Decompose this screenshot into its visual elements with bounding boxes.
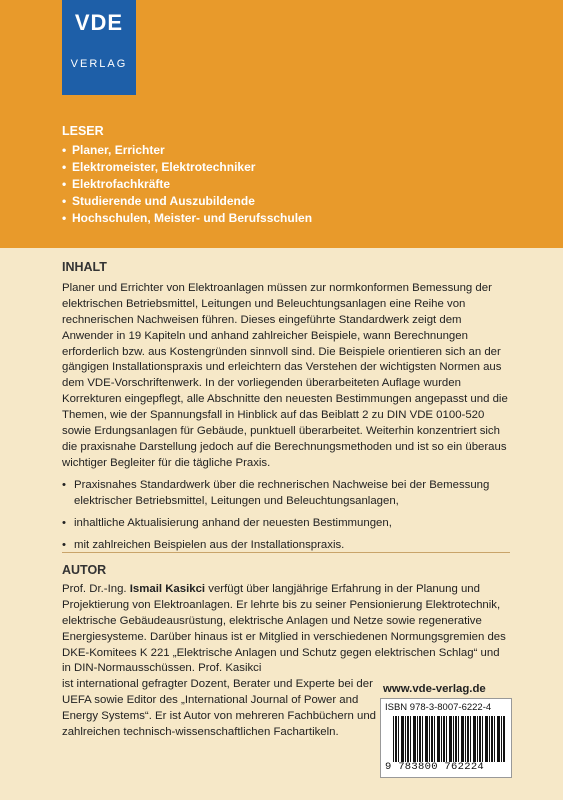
- vde-verlag-logo: [62, 0, 136, 95]
- content-bullet: • inhaltliche Aktualisierung anhand der neuesten Bestimmungen,: [62, 516, 510, 532]
- author-bio: [62, 582, 510, 677]
- readers-list-item: • Hochschulen, Meister- und Berufsschulen: [62, 210, 522, 227]
- content-section: [62, 260, 510, 559]
- logo-word: VDE: [74, 10, 124, 35]
- logo-sub: VERLAG: [70, 58, 128, 70]
- readers-section: [62, 124, 522, 227]
- isbn-label: ISBN 978-3-8007-6222-4: [385, 702, 492, 713]
- author-title: Prof. Dr.-Ing.: [62, 582, 127, 595]
- readers-list: [62, 142, 522, 227]
- barcode-icon: [393, 716, 505, 762]
- readers-list-item: • Studierende und Auszubildende: [62, 193, 522, 210]
- ean-number: 9 783800 762224: [385, 761, 485, 773]
- readers-list-item: • Elektrofachkräfte: [62, 176, 522, 193]
- readers-list-item: • Planer, Errichter: [62, 142, 522, 159]
- content-bullet: • mit zahlreichen Beispielen aus der Installationspraxis.: [62, 538, 510, 554]
- content-paragraph: Planer und Errichter von Elektroanlagen müssen zur normkonformen Bemessung der elektrischen Betriebsmittel, Leitungen und Beleuchtungsanlagen eine Reihe von rechnerischen Nachweisen führen. Dieses eingeführte Standardwerk zeigt dem Anwender in 19 Kapiteln und anhand zahlreicher Beispiele, wann Berechnungen erforderlich bzw. aus Kostengründen sinnvoll sind. Die Beispiele orientieren sich an der gängigen Installationspraxis und erleichtern das Verstehen der wichtigsten Normen aus dem VDE-Vorschriftenwerk. In der vorliegenden überarbeiteten Auflage wurden Korrekturen eingepflegt, alle Abschnitte den neuesten Bestimmungen angepasst und die Themen, wie der Spannungsfall in Hinblick auf das Beiblatt 2 zu DIN VDE 0100-520 sowie Erdungsanlagen für Gebäude, punktuell überarbeitet. Weiterhin konzentriert sich die praxisnahe Darstellung jedoch auf die Berechnungsmethoden und ist so ein überaus wichtiger Begleiter für die tägliche Praxis.: [62, 281, 508, 469]
- section-divider: [62, 552, 510, 553]
- barcode-box: [380, 698, 512, 778]
- readers-heading: LESER: [62, 124, 104, 138]
- content-bullet-list: [62, 478, 510, 554]
- content-bullet: • Praxisnahes Standardwerk über die rechnerischen Nachweise bei der Bemessung elektrischer Betriebsmittel, Leitungen und Beleuchtungsanlagen,: [62, 478, 510, 510]
- author-bio-continued: ist international gefragter Dozent, Berater und Experte bei der UEFA sowie Editor des „International Journal of Power and Energy Systems“. Er ist Autor von mehreren Fachbüchern und zahlreichen technisch-wissenschaftlichen Fachartikeln.: [62, 678, 377, 739]
- readers-list-item: • Elektromeister, Elektrotechniker: [62, 159, 522, 176]
- content-heading: INHALT: [62, 260, 107, 274]
- publisher-website: www.vde-verlag.de: [383, 683, 486, 695]
- author-name: Ismail Kasikci: [129, 582, 206, 595]
- author-bio-main: verfügt über langjährige Erfahrung in der Planung und Projektierung von Elektroanlagen. Er lehrte bis zu seiner Pensionierung Elektrotechnik, elektrische Gebäudeausrüstung, elektrische Anlagen und Netze sowie regenerative Energiesysteme. Darüber hinaus ist er Mitglied in verschiedenen Normungsgremien des DKE-Komitees K 221 „Elektrische Anlagen und Schutz gegen elektrischen Schlag“ und in DIN-Normausschüssen. Prof. Kasikci: [62, 582, 506, 675]
- author-heading: AUTOR: [62, 563, 107, 577]
